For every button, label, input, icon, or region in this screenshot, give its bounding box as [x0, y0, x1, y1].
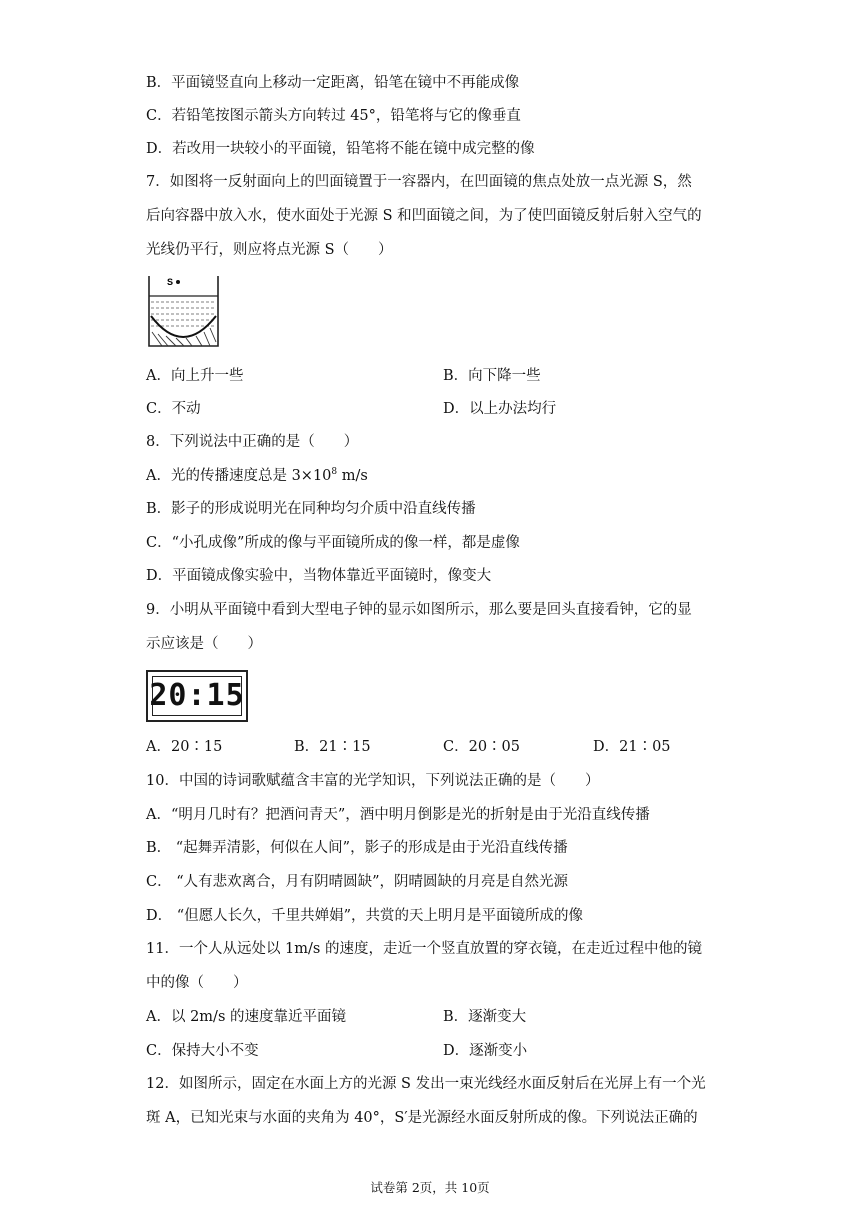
q10-option-b: B． “起舞弄清影，何似在人间”，影子的形成是由于光沿直线传播	[146, 840, 568, 856]
q6-option-d: D．若改用一块较小的平面镜，铅笔将不能在镜中成完整的像	[146, 141, 535, 157]
q9-clock-display: 20:15	[149, 678, 245, 713]
q7-stem-line-3: 光线仍平行，则应将点光源 S（ ）	[146, 242, 393, 258]
q9-stem-line-1: 9．小明从平面镜中看到大型电子钟的显示如图所示，那么要是回头直接看钟，它的显	[146, 602, 692, 618]
q12-stem-line-1: 12．如图所示，固定在水面上方的光源 S 发出一束光线经水面反射后在光屏上有一个光	[146, 1076, 706, 1092]
q10-option-a: A．“明月几时有？把酒问青天”，酒中明月倒影是光的折射是由于光沿直线传播	[146, 807, 650, 823]
q7-stem-line-2: 后向容器中放入水，使水面处于光源 S 和凹面镜之间，为了使凹面镜反射后射入空气的	[146, 208, 702, 224]
q8-option-a-exponent: 8	[331, 467, 338, 478]
page-footer: 试卷第 2页，共 10页	[370, 1180, 490, 1195]
q11-option-a: A．以 2m/s 的速度靠近平面镜	[146, 1009, 346, 1025]
q12-stem-line-2: 斑 A，已知光束与水面的夹角为 40°，S′是光源经水面反射所成的像。下列说法正确的	[146, 1110, 698, 1126]
q8-stem: 8．下列说法中正确的是（ ）	[146, 434, 359, 450]
q8-option-a	[146, 466, 368, 486]
q7-option-b: B．向下降一些	[443, 368, 541, 384]
q8-option-a-prefix: A．光的传播速度总是 3×10	[146, 468, 332, 484]
q7-option-c: C．不动	[146, 401, 201, 417]
q11-option-c: C．保持大小不变	[146, 1043, 259, 1059]
q10-option-d: D． “但愿人长久，千里共婵娟”，共赏的天上明月是平面镜所成的像	[146, 908, 584, 924]
q9-option-a: A．20∶15	[146, 739, 223, 755]
q7-container-figure	[146, 272, 222, 350]
q8-option-d: D．平面镜成像实验中，当物体靠近平面镜时，像变大	[146, 568, 492, 584]
q7-figure-s-label: S	[167, 277, 174, 287]
q8-option-a-unit: m/s	[337, 468, 368, 484]
q11-option-d: D．逐渐变小	[443, 1043, 528, 1059]
q10-option-c: C． “人有悲欢离合，月有阴晴圆缺”，阴晴圆缺的月亮是自然光源	[146, 874, 569, 890]
q11-stem-line-1: 11．一个人从远处以 1m/s 的速度，走近一个竖直放置的穿衣镜，在走近过程中他的镜	[146, 941, 702, 957]
q6-option-c: C．若铅笔按图示箭头方向转过 45°，铅笔将与它的像垂直	[146, 108, 521, 124]
q11-stem-line-2: 中的像（ ）	[146, 975, 248, 991]
q10-stem: 10．中国的诗词歌赋蕴含丰富的光学知识，下列说法正确的是（ ）	[146, 773, 600, 789]
q9-option-b: B．21∶15	[294, 739, 371, 755]
q9-stem-line-2: 示应该是（ ）	[146, 636, 262, 652]
q6-option-b: B．平面镜竖直向上移动一定距离，铅笔在镜中不再能成像	[146, 75, 520, 91]
q7-option-a: A．向上升一些	[146, 368, 244, 384]
q9-clock-figure	[146, 670, 248, 722]
q8-option-b: B．影子的形成说明光在同种均匀介质中沿直线传播	[146, 501, 476, 517]
q9-option-c: C．20∶05	[443, 739, 520, 755]
q9-option-d: D．21∶05	[593, 739, 671, 755]
q7-option-d: D．以上办法均行	[443, 401, 557, 417]
q7-stem-line-1: 7．如图将一反射面向上的凹面镜置于一容器内，在凹面镜的焦点处放一点光源 S，然	[146, 174, 692, 190]
q11-option-b: B．逐渐变大	[443, 1009, 527, 1025]
q8-option-c: C．“小孔成像”所成的像与平面镜所成的像一样，都是虚像	[146, 535, 520, 551]
